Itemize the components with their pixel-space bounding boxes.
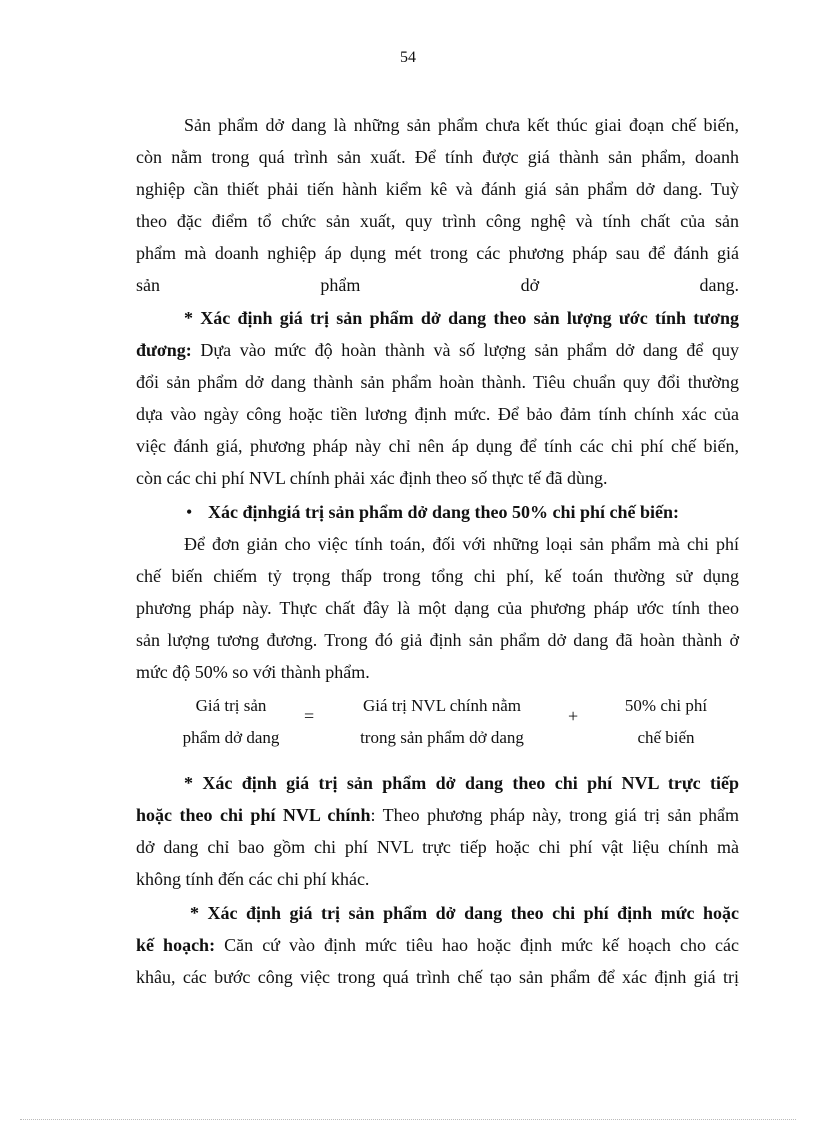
- paragraph-equivalent-output-method: [136, 302, 739, 494]
- text-line: chế biến chiếm tỷ trọng thấp trong tổng chi phí, kế toán thường sử dụng: [136, 566, 739, 586]
- text-line: sản phẩm dở dang.: [136, 275, 739, 295]
- text-line: [136, 929, 739, 961]
- section-heading: [136, 302, 739, 334]
- text-line: đổi sản phẩm dở dang thành sản phẩm hoàn thành. Tiêu chuẩn quy đổi thường: [136, 372, 739, 392]
- text-line: theo đặc điểm tổ chức sản xuất, quy trình công nghệ và tính chất của sản: [136, 211, 739, 231]
- text-line: Để đơn giản cho việc tính toán, đối với những loại sản phẩm mà chi phí: [184, 534, 739, 554]
- equals-sign: =: [304, 706, 315, 726]
- heading-text: * Xác định giá trị sản phẩm dở dang theo chi phí NVL trực tiếp: [184, 773, 739, 793]
- page-number: 54: [400, 49, 416, 66]
- bullet-line: [136, 496, 739, 528]
- heading-text: kế hoạch:: [136, 935, 216, 955]
- heading-text: * Xác định giá trị sản phẩm dở dang theo chi phí định mức hoặc: [190, 903, 739, 923]
- text-line: [136, 799, 739, 831]
- formula-term-materials: [332, 690, 552, 754]
- bullet-heading-50-percent: [136, 496, 739, 528]
- text-line: mức độ 50% so với thành phẩm.: [136, 662, 370, 682]
- formula-lhs: [136, 690, 326, 754]
- body-text: Dựa vào mức độ hoàn thành và số lượng sản phẩm dở dang để quy: [191, 340, 739, 360]
- paragraph-wip-definition: [136, 109, 739, 301]
- body-text: Căn cứ vào định mức tiêu hao hoặc định mức kế hoạch cho các: [215, 935, 740, 955]
- section-heading: [136, 767, 739, 799]
- paragraph-standard-cost-method: [136, 897, 739, 993]
- page-bottom-border: [20, 1119, 796, 1120]
- formula-text: Giá trị sản: [195, 696, 267, 715]
- text-line: nghiệp cần thiết phải tiến hành kiểm kê và đánh giá sản phẩm dở dang. Tuỳ: [136, 179, 739, 199]
- text-line: Sản phẩm dở dang là những sản phẩm chưa kết thúc giai đoạn chế biến,: [184, 115, 739, 135]
- plus-sign: +: [568, 706, 579, 726]
- text-line: còn nằm trong quá trình sản xuất. Để tính được giá thành sản phẩm, doanh: [136, 147, 739, 167]
- bullet-icon: •: [186, 502, 193, 522]
- heading-text: hoặc theo chi phí NVL chính: [136, 805, 371, 825]
- formula-text: phẩm dở dang: [182, 728, 280, 747]
- text-line: không tính đến các chi phí khác.: [136, 869, 370, 889]
- formula-text: trong sản phẩm dở dang: [360, 728, 524, 747]
- wip-value-formula: [136, 690, 739, 754]
- paragraph-direct-materials-method: [136, 767, 739, 895]
- formula-text: 50% chi phí: [624, 696, 708, 715]
- paragraph-50-percent-method: [136, 528, 739, 688]
- text-line: [136, 334, 739, 366]
- text-line: sản lượng tương đương. Trong đó giả định sản phẩm dở dang đã hoàn thành ở: [136, 630, 739, 650]
- text-line: phương pháp này. Thực chất đây là một dạng của phương pháp ước tính theo: [136, 598, 739, 618]
- formula-term-processing: [586, 690, 746, 754]
- text-line: dựa vào ngày công hoặc tiền lương định mức. Để bảo đảm tính chính xác của: [136, 404, 739, 424]
- text-line: còn các chi phí NVL chính phải xác định theo số thực tế đã dùng.: [136, 468, 608, 488]
- formula-text: Giá trị NVL chính nằm: [363, 696, 521, 715]
- heading-text: đương:: [136, 340, 192, 360]
- text-line: phẩm mà doanh nghiệp áp dụng mét trong các phương pháp sau để đánh giá: [136, 243, 739, 263]
- section-heading: [136, 897, 739, 929]
- text-line: việc đánh giá, phương pháp này chỉ nên áp dụng để tính các chi phí chế biến,: [136, 436, 739, 456]
- formula-text: chế biến: [637, 728, 695, 747]
- heading-text: Xác địnhgiá trị sản phẩm dở dang theo 50% chi phí chế biến:: [208, 502, 680, 522]
- text-line: khâu, các bước công việc trong quá trình chế tạo sản phẩm để xác định giá trị: [136, 967, 739, 987]
- body-text: : Theo phương pháp này, trong giá trị sản phẩm: [370, 805, 739, 825]
- heading-text: * Xác định giá trị sản phẩm dở dang theo sản lượng ước tính tương: [184, 308, 739, 328]
- text-line: dở dang chỉ bao gồm chi phí NVL trực tiếp hoặc chi phí vật liệu chính mà: [136, 837, 739, 857]
